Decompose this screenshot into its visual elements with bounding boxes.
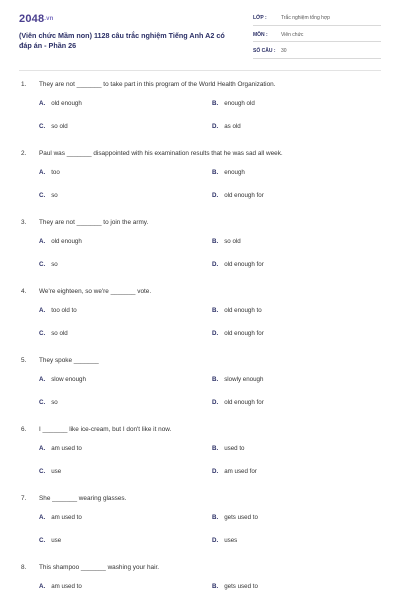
option-c[interactable]: C. so old	[39, 123, 68, 130]
meta-value: 30	[281, 48, 287, 54]
option-a[interactable]: A. am used to	[39, 514, 82, 521]
question-text: They are not _______ to take part in this program of the World Health Organization.	[39, 81, 276, 88]
option-c[interactable]: C. so	[39, 192, 58, 199]
option-a[interactable]: A. too old to	[39, 307, 77, 314]
option-b[interactable]: B. slowly enough	[212, 376, 264, 383]
option-d[interactable]: D. am used for	[212, 468, 257, 475]
question-number: 8.	[21, 564, 27, 571]
option-a[interactable]: A. am used to	[39, 445, 82, 452]
question-text: We're eighteen, so we're _______ vote.	[39, 288, 152, 295]
question-text: This shampoo _______ washing your hair.	[39, 564, 160, 571]
question-text: They spoke _______	[39, 357, 99, 364]
option-a[interactable]: A. old enough	[39, 100, 82, 107]
option-d[interactable]: D. uses	[212, 537, 238, 544]
option-b[interactable]: B. old enough to	[212, 307, 262, 314]
logo-main: 2048	[19, 13, 45, 25]
meta-row-class	[253, 12, 381, 26]
question-3	[0, 208, 400, 277]
site-logo[interactable]	[19, 13, 54, 25]
question-8	[0, 553, 400, 600]
meta-row-count	[253, 45, 381, 59]
question-text: I _______ like ice-cream, but I don't like it now.	[39, 426, 172, 433]
question-6	[0, 415, 400, 484]
option-b[interactable]: B. enough old	[212, 100, 255, 107]
meta-value: Viên chức	[281, 31, 304, 38]
meta-info	[253, 12, 381, 62]
option-d[interactable]: D. as old	[212, 123, 241, 130]
option-a[interactable]: A. am used to	[39, 583, 82, 590]
option-d[interactable]: D. old enough for	[212, 399, 264, 406]
question-number: 4.	[21, 288, 27, 295]
meta-key: MÔN :	[253, 31, 268, 38]
meta-value: Trắc nghiệm tổng hợp	[281, 15, 330, 21]
option-c[interactable]: C. use	[39, 537, 62, 544]
document-title: (Viên chức Mầm non) 1128 câu trắc nghiệm Tiếng Anh A2 có đáp án - Phần 26	[19, 31, 225, 50]
option-b[interactable]: B. gets used to	[212, 514, 258, 521]
question-text: She _______ wearing glasses.	[39, 495, 127, 502]
option-c[interactable]: C. so	[39, 399, 58, 406]
option-c[interactable]: C. use	[39, 468, 62, 475]
option-b[interactable]: B. so old	[212, 238, 241, 245]
option-b[interactable]: B. used to	[212, 445, 245, 452]
question-list	[0, 70, 400, 600]
page-header	[0, 0, 400, 62]
option-a[interactable]: A. old enough	[39, 238, 82, 245]
question-number: 1.	[21, 81, 27, 88]
meta-key: LỚP :	[253, 15, 267, 21]
option-a[interactable]: A. slow enough	[39, 376, 86, 383]
question-number: 5.	[21, 357, 27, 364]
question-2	[0, 139, 400, 208]
meta-key: SỐ CÂU :	[253, 48, 276, 54]
option-d[interactable]: D. old enough for	[212, 192, 264, 199]
option-c[interactable]: C. so old	[39, 330, 68, 337]
question-4	[0, 277, 400, 346]
question-number: 6.	[21, 426, 27, 433]
question-number: 3.	[21, 219, 27, 226]
question-1	[0, 70, 400, 139]
option-c[interactable]: C. so	[39, 261, 58, 268]
question-7	[0, 484, 400, 553]
question-text: They are not _______ to join the army.	[39, 219, 149, 226]
question-number: 2.	[21, 150, 27, 157]
option-b[interactable]: B. enough	[212, 169, 245, 176]
question-5	[0, 346, 400, 415]
meta-row-subject	[253, 29, 381, 43]
option-b[interactable]: B. gets used to	[212, 583, 258, 590]
logo-suffix: .vn	[44, 16, 54, 22]
option-a[interactable]: A. too	[39, 169, 60, 176]
option-d[interactable]: D. old enough for	[212, 330, 264, 337]
question-text: Paul was _______ disappointed with his examination results that he was sad all week.	[39, 150, 283, 157]
question-number: 7.	[21, 495, 27, 502]
option-d[interactable]: D. old enough for	[212, 261, 264, 268]
